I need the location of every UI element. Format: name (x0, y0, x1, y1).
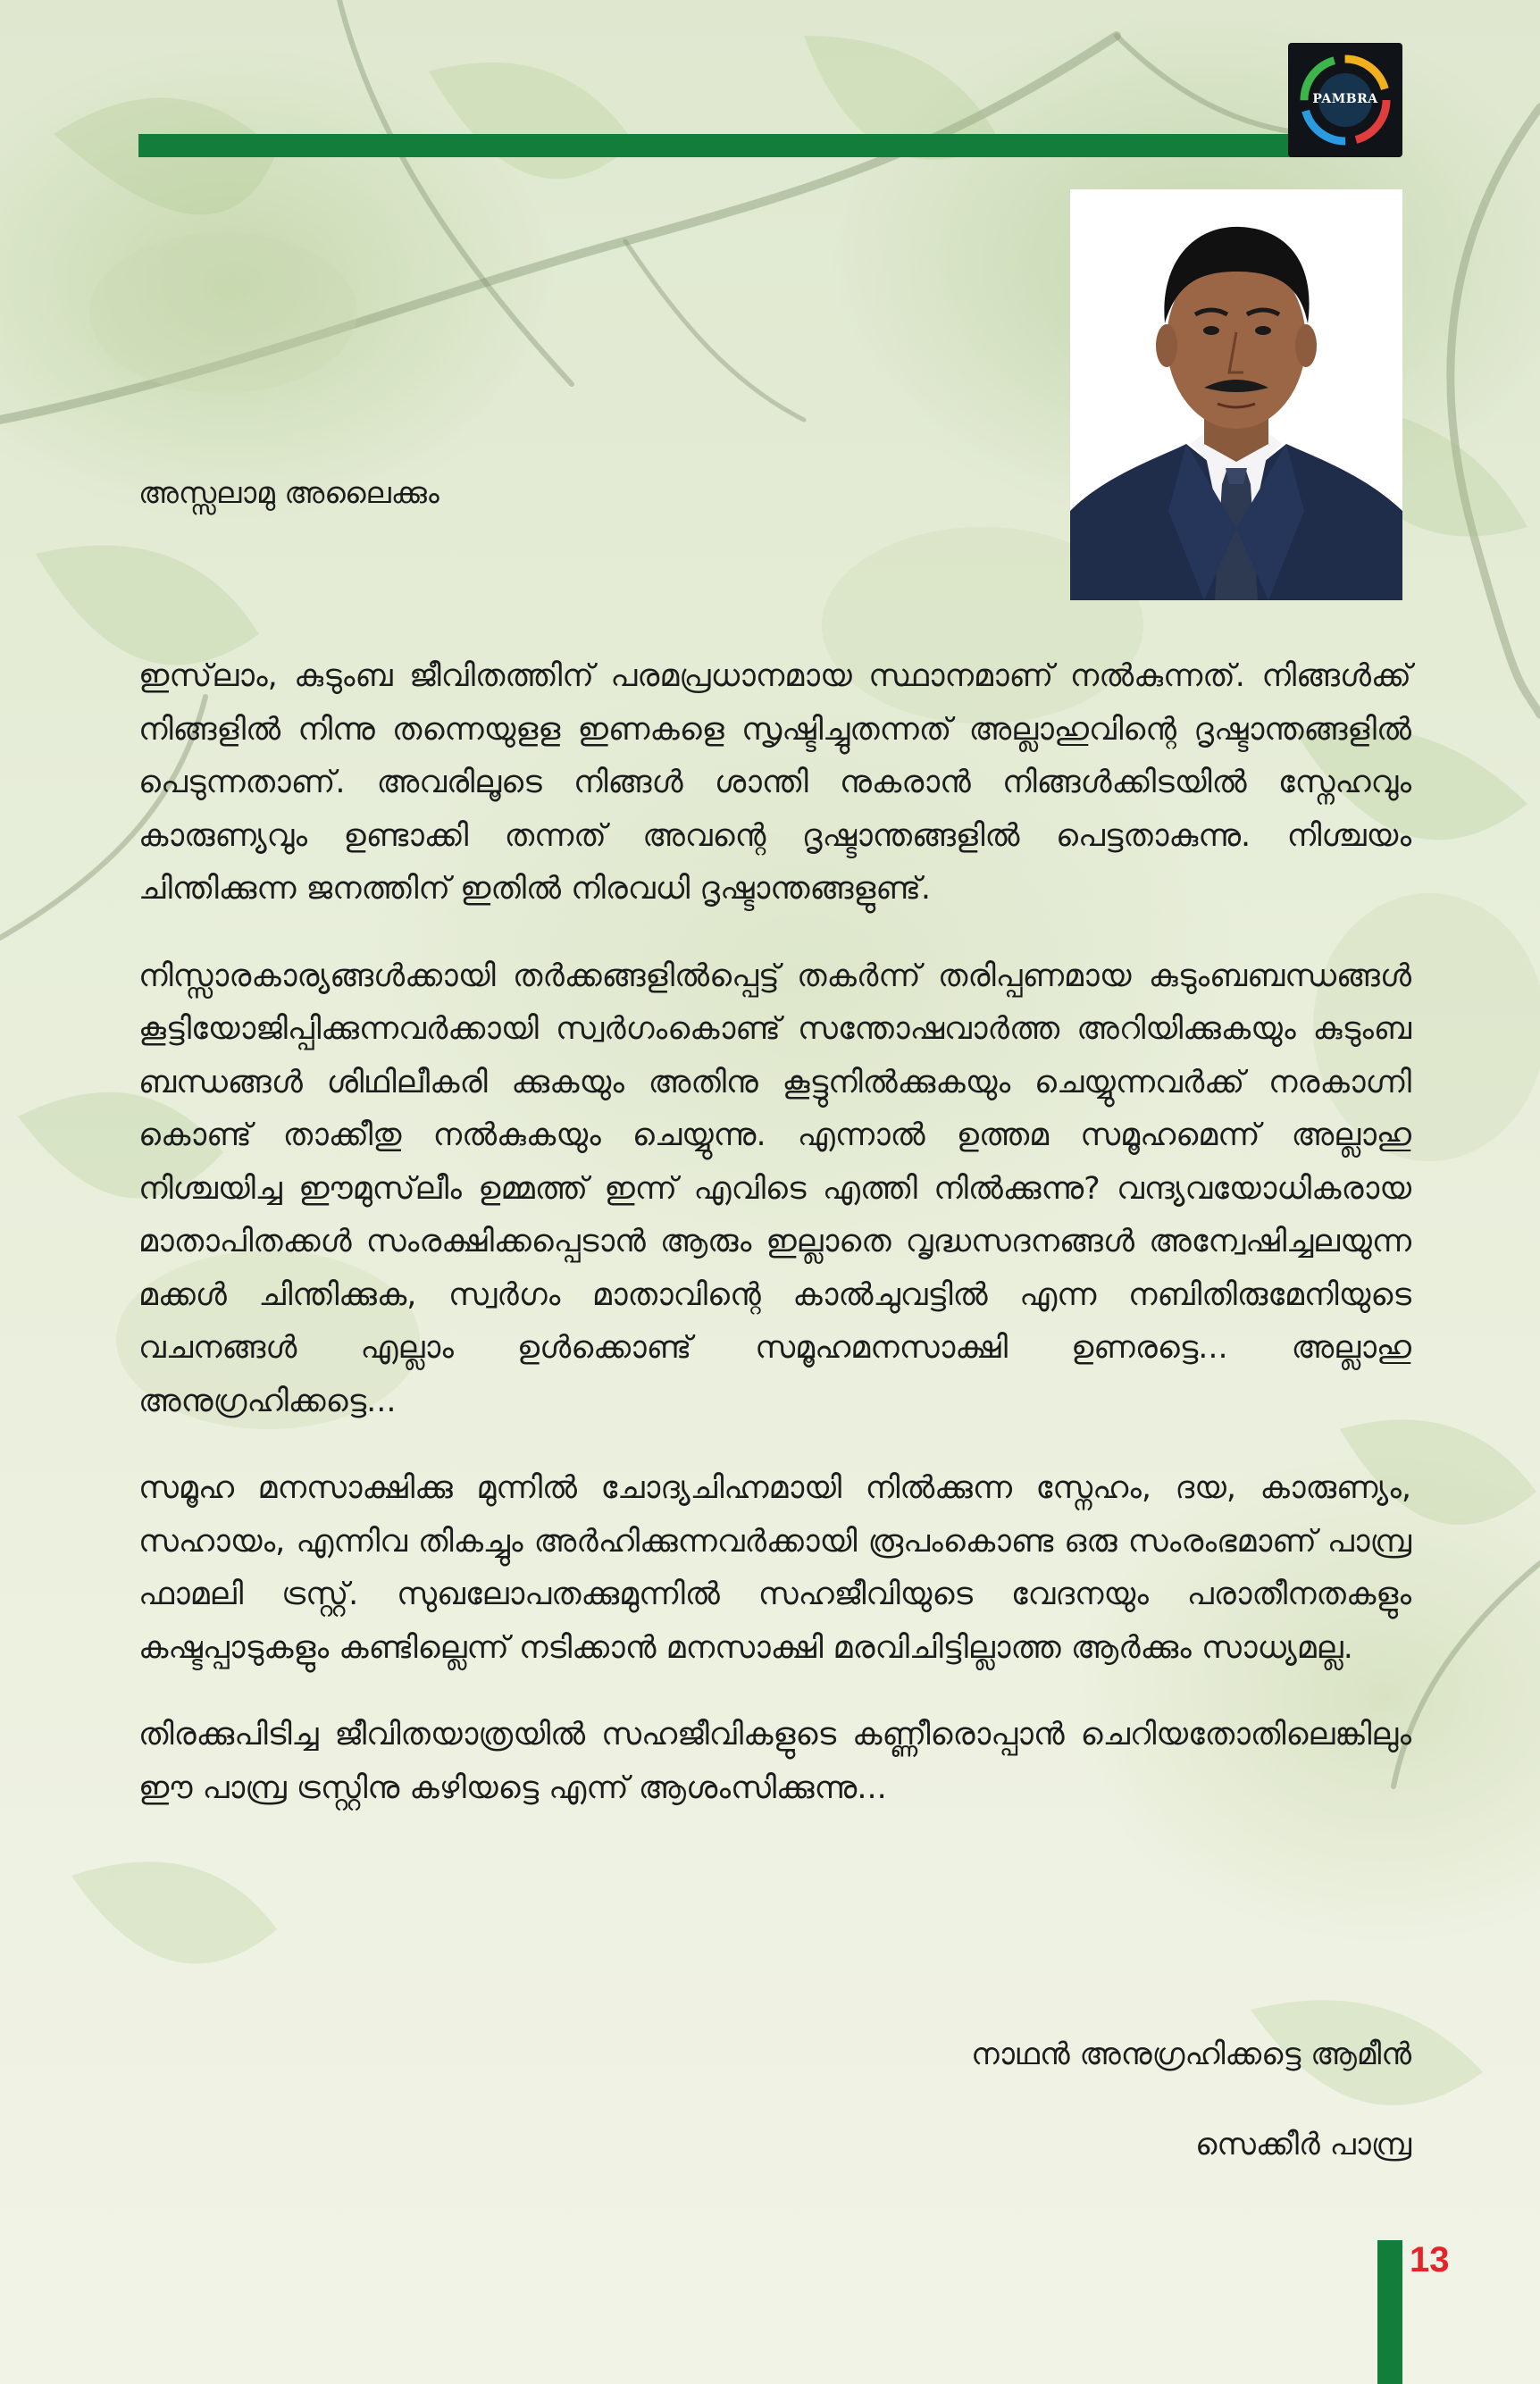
signature: സെക്കീർ പാമ്പ്ര (1195, 2127, 1411, 2162)
page-tab (1377, 2240, 1402, 2384)
page-number: 13 (1410, 2240, 1450, 2279)
header-rule (138, 134, 1293, 157)
logo-text: PAMBRA (1312, 92, 1378, 106)
closing-blessing: നാഥൻ അനുഗ്രഹിക്കട്ടെ ആമീൻ (971, 2037, 1411, 2072)
salutation: അസ്സലാമു അലൈക്കും (138, 475, 439, 510)
author-portrait (1070, 189, 1402, 600)
pambra-trust-logo (1288, 43, 1402, 157)
paragraph: തിരക്കുപിടിച്ച ജീവിതയാത്രയിൽ സഹജീവികളുടെ കണ്ണീരൊപ്പാൻ ചെറിയതോതിലെങ്കിലും ഈ പാമ്പ്ര ട്രസ്റ്റിനു കഴിയട്ടെ എന്ന് ആശംസിക്കുന്നു... (138, 1717, 1411, 1806)
portrait-photo (1070, 189, 1402, 600)
paragraph: സമൂഹ മനസാക്ഷിക്കു മുന്നിൽ ചോദ്യചിഹ്നമായി നിൽക്കുന്ന സ്നേഹം, ദയ, കാരുണ്യം, സഹായം, എന്നിവ തികച്ചും അർഹിക്കുന്നവർക്കായി രൂപംകൊണ്ട ഒരു സംരംഭമാണ് പാമ്പ്ര ഫാമലി ട്രസ്റ്റ്. സുഖലോപതക്കുമുന്നിൽ സഹജീവിയുടെ വേദനയും പരാതീനതകളും കഷ്ടപ്പാടുകളും കണ്ടില്ലെന്ന് നടിക്കാൻ മനസാക്ഷി മരവിചിട്ടില്ലാത്ത ആർക്കും സാധ്യമല്ല. (138, 1470, 1411, 1666)
paragraph: ഇസ്‌ലാം, കുടുംബ ജീവിതത്തിന് പരമപ്രധാനമായ സ്ഥാനമാണ് നൽകുന്നത്. നിങ്ങൾക്ക് നിങ്ങളിൽ നിന്നു തന്നെയുളള ഇണകളെ സൃഷ്ടിച്ചുതന്നത് അല്ലാഹുവിന്റെ ദൃഷ്ടാന്തങ്ങളിൽ പെടുന്നതാണ്. അവരിലൂടെ നിങ്ങൾ ശാന്തി നുകരാൻ നിങ്ങൾക്കിടയിൽ സ്നേഹവും കാരുണ്യവും ഉണ്ടാക്കി തന്നത് അവന്റെ ദൃഷ്ടാന്തങ്ങളിൽ പെട്ടതാകുന്നു. നിശ്ചയം ചിന്തിക്കുന്ന ജനത്തിന് ഇതിൽ നിരവധി ദൃഷ്ടാന്തങ്ങളുണ്ട്. (138, 658, 1411, 907)
letter-body (138, 650, 1411, 1849)
paragraph: നിസ്സാരകാര്യങ്ങൾക്കായി തർക്കങ്ങളിൽപ്പെട്ട് തകർന്ന് തരിപ്പണമായ കുടുംബബന്ധങ്ങൾ കൂട്ടിയോജിപ്പിക്കുന്നവർക്കായി സ്വർഗംകൊണ്ട് സന്തോഷവാർത്ത അറിയിക്കുകയും കുടുംബ ബന്ധങ്ങൾ ശിഥിലീകരി ക്കുകയും അതിനു കൂട്ടുനിൽക്കുകയും ചെയ്യുന്നവർക്ക് നരകാഗ്നി കൊണ്ട് താക്കീതു നൽകുകയും ചെയ്യുന്നു. എന്നാൽ ഉത്തമ സമൂഹമെന്ന് അല്ലാഹു നിശ്ചയിച്ച ഈമുസ്‌ലീം ഉമ്മത്ത് ഇന്ന് എവിടെ എത്തി നിൽക്കുന്നു? വന്ദ്യവയോധികരായ മാതാപിതക്കൾ സംരക്ഷിക്കപ്പെടാൻ ആരും ഇല്ലാതെ വൃദ്ധസദനങ്ങൾ അന്വേഷിച്ചലയുന്ന മക്കൾ ചിന്തിക്കുക, സ്വർഗം മാതാവിന്റെ കാൽചുവട്ടിൽ എന്ന നബിതിരുമേനിയുടെ വചനങ്ങൾ എല്ലാം ഉൾക്കൊണ്ട് സമൂഹമനസാക്ഷി ഉണരട്ടെ... അല്ലാഹു അനുഗ്രഹിക്കട്ടെ... (138, 958, 1411, 1419)
